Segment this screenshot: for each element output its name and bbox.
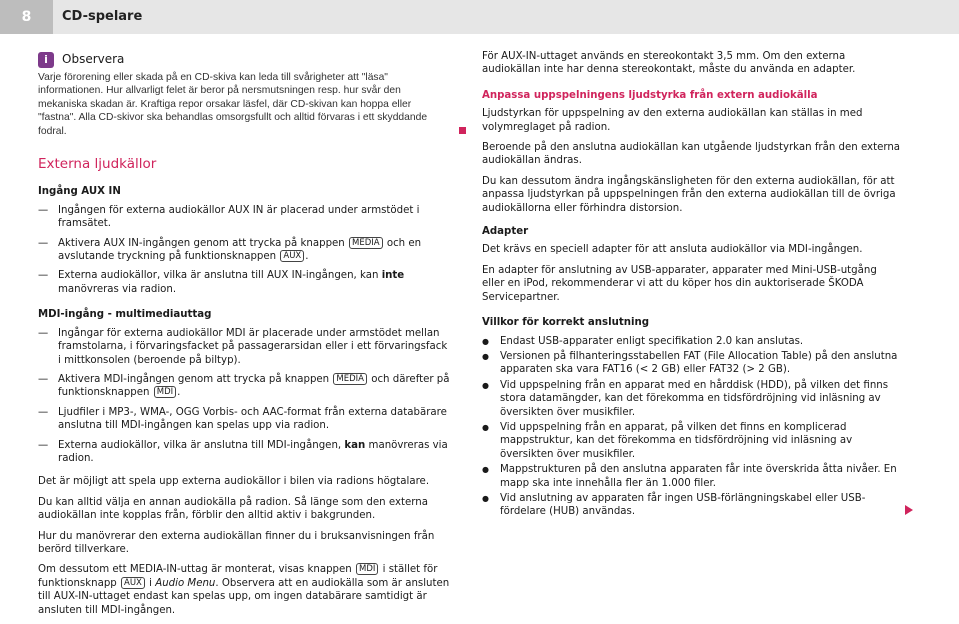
list-item: ● Vid uppspelning från en apparat med en hårddisk (HDD), på vilken det finns stora datamängder, kan det förekomma en tidsfördröjning vid inläsning av översikten över musikfiler. (482, 379, 902, 419)
paragraph-4-text-a: Om dessutom ett MEDIA-IN-uttag är monterat, visas knappen (38, 564, 352, 576)
aux-item-3-bold: inte (381, 270, 405, 282)
aux-key: AUX (121, 577, 145, 589)
aux-item-2-text-a: Aktivera AUX IN-ingången genom att trycka på knappen (58, 237, 345, 249)
page-number: 8 (0, 0, 53, 34)
paragraph-4-text-c: i (149, 577, 152, 589)
note-text: Varje förorening eller skada på en CD-skiva kan leda till svårigheter att "läsa" informationen. Hur allvarligt felet är beror på nersmutsningen resp. hur svår den mekaniska skadan är. Kraftiga repor orsakar läsfel, där CD-skivan kan hoppa eller "fastna". Alla CD-skivor ska behandlas omsorgsfullt och alltid förvaras i ett skyddande fodral. (38, 72, 428, 137)
mdi-item-2-text-b: och därefter på funktionsknappen (58, 373, 450, 399)
list-item: ● Vid uppspelning från en apparat, på vilken det finns en komplicerad mappstruktur, kan det förekomma en tidsfördröjning vid inläsning av översikten över musikfiler. (482, 421, 902, 461)
mdi-item-4-text-b: manövreras via radion. (58, 439, 448, 464)
adjust-paragraph-2: Beroende på den anslutna audiokällan kan utgående ljudstyrkan från den externa audiokällan ändras. (482, 142, 901, 167)
mdi-item-4-text-a: Externa audiokällor, vilka är anslutna till MDI-ingången, (58, 439, 342, 451)
mdi-item-4-bold: kan (344, 439, 366, 451)
list-item: ● Versionen på filhanteringsstabellen FAT (File Allocation Table) på den anslutna apparaten ska vara FAT16 (< 2 GB) eller FAT32 (> 2 GB). (482, 350, 902, 377)
mdi-item-3: — Ljudfiler i MP3-, WMA-, OGG Vorbis- och AAC-format från externa databärare anslutna till MDI-ingången kan spelas upp via radion. (38, 406, 450, 433)
list-item: ● Vid anslutning av apparaten får ingen USB-förlängningskabel eller USB-fördelare (HUB) användas. (482, 492, 902, 519)
adapter-title: Adapter (482, 226, 529, 238)
continue-arrow-icon (905, 505, 913, 515)
paragraph-3: Hur du manövrerar den externa audiokällan finner du i bruksanvisningen från berörd tillverkare. (38, 530, 435, 555)
info-icon: i (38, 52, 54, 68)
note-heading (38, 52, 450, 68)
mdi-item-2-text-a: Aktivera MDI-ingången genom att trycka på knappen (58, 373, 330, 385)
section-end-marker (459, 127, 466, 134)
mdi-item-2-text-c: . (177, 387, 181, 399)
media-key: MEDIA (349, 237, 383, 249)
aux-item-3-text-b: manövreras via radion. (58, 283, 177, 295)
page-title: CD-spelare (62, 9, 143, 24)
aux-item-2-text-b: och en avslutande tryckning på funktionsknappen (58, 237, 422, 263)
adapter-paragraph-2: En adapter för anslutning av USB-apparater, apparater med Mini-USB-utgång eller en iPod, rekommenderar vi att du köper hos din auktoriserade ŠKODA Servicepartner. (482, 264, 877, 303)
right-paragraph-1: För AUX-IN-uttaget används en stereokontakt 3,5 mm. Om den externa audiokällan inte har denna stereokontakt, måste du använda en adapter. (482, 51, 856, 76)
paragraph-2: Du kan alltid välja en annan audiokälla på radion. Så länge som den externa audiokällan inte kopplas från, förblir den alltid aktiv i bakgrunden. (38, 496, 428, 522)
media-key: MEDIA (333, 373, 367, 385)
paragraph-4-text-b: i stället för funktionsknapp (38, 564, 438, 589)
aux-item-1: — Ingången för externa audiokällor AUX IN är placerad under armstödet i framsätet. (38, 204, 450, 231)
mdi-item-2 (38, 373, 450, 400)
list-item: ● Mappstrukturen på den anslutna apparaten får inte överskrida åtta nivåer. En mapp ska inte innehålla fler än 1.000 filer. (482, 463, 902, 490)
audio-menu-label: Audio Menu (155, 577, 216, 589)
aux-item-3 (38, 269, 450, 296)
adapter-paragraph-1: Det krävs en speciell adapter för att ansluta audiokällor via MDI-ingången. (482, 244, 863, 256)
mdi-item-4 (38, 439, 450, 466)
paragraph-4 (38, 563, 450, 617)
mdi-item-1: — Ingångar för externa audiokällor MDI är placerade under armstödet mellan framstolarna, i förvaringsfacket på passagerarsidan eller i ett förvaringsfack i mittkonsolen (beroende på biltyp). (38, 327, 450, 367)
page-header (0, 0, 959, 34)
aux-key: AUX (280, 250, 304, 262)
conditions-title: Villkor för korrekt anslutning (482, 317, 649, 329)
left-column (38, 50, 450, 624)
mdi-key: MDI (356, 563, 378, 575)
section-title: Externa ljudkällor (38, 156, 157, 173)
adjust-paragraph-3: Du kan dessutom ändra ingångskänsligheten för den externa audiokällan, för att anpassa ljudstyrkan på uppspelningen från den externa audiokällan till de övriga audiokällorna eller förhindra distorsion. (482, 175, 896, 214)
aux-item-3-text-a: Externa audiokällor, vilka är anslutna till AUX IN-ingången, kan (58, 270, 379, 282)
adjust-paragraph-1: Ljudstyrkan för uppspelning av den externa audiokällan kan ställas in med volymreglaget på radion. (482, 108, 863, 133)
paragraph-4-text-d: . Observera att en audiokälla som är ansluten till AUX-IN-uttaget endast kan spelas upp, om ingen databärare samtidigt är ansluten till MDI-ingången. (38, 577, 450, 616)
aux-item-2-text-c: . (305, 251, 309, 263)
paragraph-1: Det är möjligt att spela upp externa audiokällor i bilen via radions högtalare. (38, 476, 430, 488)
list-item: ● Endast USB-apparater enligt specifikation 2.0 kan anslutas. (482, 335, 902, 348)
adjust-title: Anpassa uppspelningens ljudstyrka från extern audiokälla (482, 89, 818, 101)
aux-title: Ingång AUX IN (38, 186, 121, 198)
note-title: Observera (62, 52, 125, 67)
mdi-title: MDI-ingång - multimediauttag (38, 309, 212, 321)
right-column (482, 50, 902, 521)
mdi-key: MDI (154, 386, 176, 398)
aux-item-2 (38, 237, 450, 264)
